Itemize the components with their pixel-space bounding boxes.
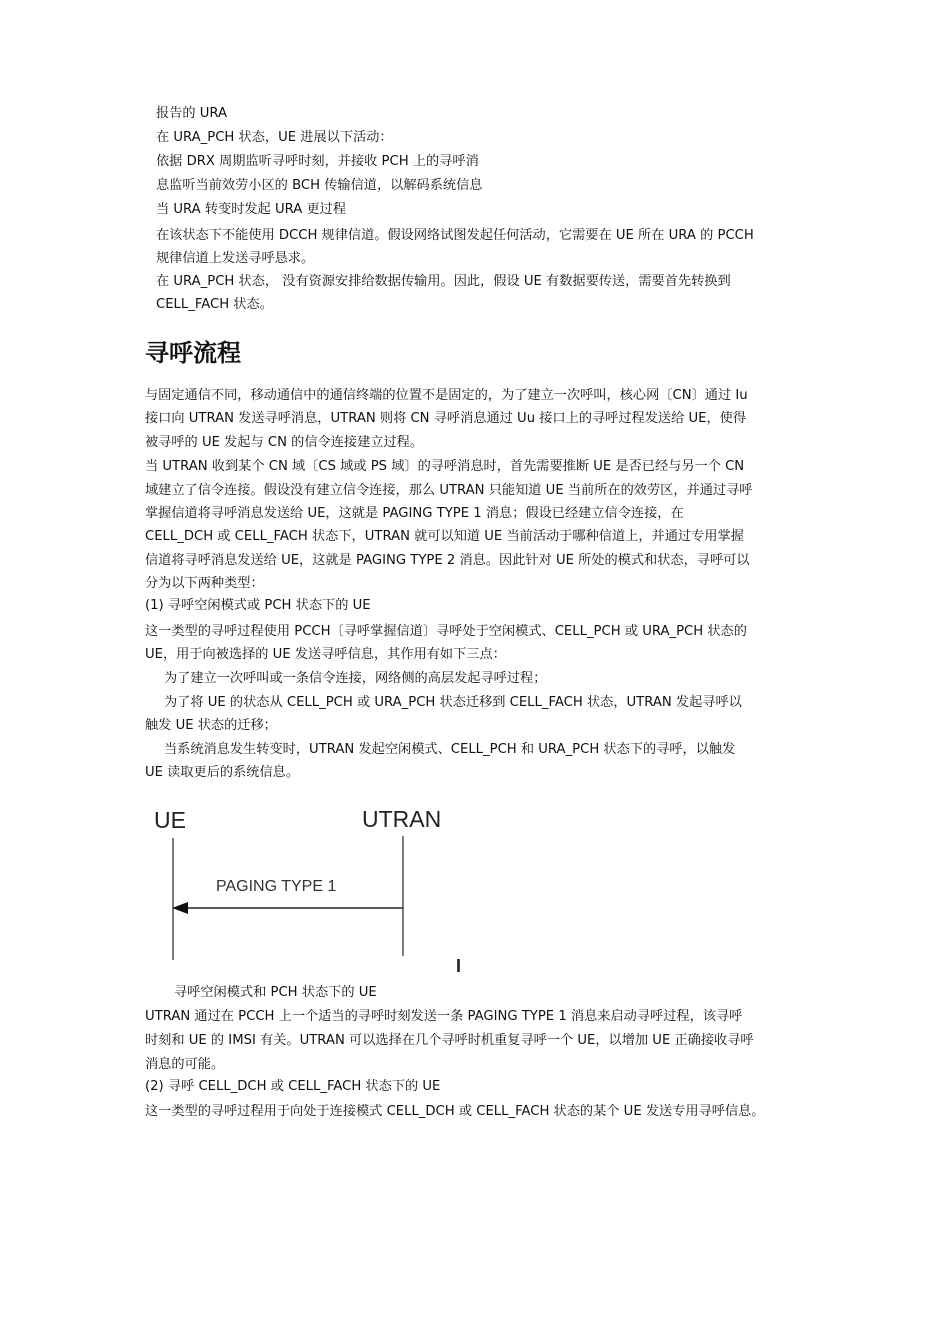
paging-sequence-diagram bbox=[148, 800, 478, 978]
text-line: 为了将 UE 的状态从 CELL_PCH 或 URA_PCH 状态迁移到 CELL_FACH 状态，UTRAN 发起寻呼以 bbox=[164, 695, 742, 710]
text-line: 时刻和 UE 的 IMSI 有关。UTRAN 可以选择在几个寻呼时机重复寻呼一个 UE，以增加 UE 正确接收寻呼 bbox=[145, 1033, 754, 1048]
text-line: 分为以下两种类型： bbox=[145, 576, 264, 591]
text-line: 触发 UE 状态的迁移； bbox=[145, 718, 277, 733]
text-line: 消息的可能。 bbox=[145, 1057, 225, 1072]
text-line: 被寻呼的 UE 发起与 CN 的信令连接建立过程。 bbox=[145, 435, 424, 450]
text-line: 这一类型的寻呼过程用于向处于连接模式 CELL_DCH 或 CELL_FACH 状态的某个 UE 发送专用寻呼信息。 bbox=[145, 1104, 765, 1119]
text-line: 当 URA 转变时发起 URA 更过程 bbox=[156, 202, 347, 217]
text-line: 当系统消息发生转变时，UTRAN 发起空闲模式、CELL_PCH 和 URA_PCH 状态下的寻呼，以触发 bbox=[164, 742, 736, 757]
text-line: 在 URA_PCH 状态，UE 进展以下活动： bbox=[156, 130, 393, 145]
ue-label: UE bbox=[154, 807, 186, 833]
text-line: UTRAN 通过在 PCCH 上一个适当的寻呼时刻发送一条 PAGING TYPE 1 消息来启动寻呼过程，该寻呼 bbox=[145, 1009, 743, 1024]
text-line: 与固定通信不同，移动通信中的通信终端的位置不是固定的，为了建立一次呼叫，核心网〔CN〕通过 Iu bbox=[145, 388, 748, 403]
text-line: 接口向 UTRAN 发送寻呼消息，UTRAN 则将 CN 寻呼消息通过 Uu 接口上的寻呼过程发送给 UE，使得 bbox=[145, 411, 747, 426]
text-line: (1) 寻呼空闲模式或 PCH 状态下的 UE bbox=[145, 598, 371, 613]
text-line: 当 UTRAN 收到某个 CN 域〔CS 域或 PS 域〕的寻呼消息时，首先需要推断 UE 是否已经与另一个 CN bbox=[145, 459, 745, 474]
text-line: CELL_FACH 状态。 bbox=[156, 297, 273, 312]
text-line: 依据 DRX 周期监听寻呼时刻，并接收 PCH 上的寻呼消 bbox=[156, 154, 479, 169]
corner-mark: I bbox=[456, 956, 462, 976]
text-line: 息监听当前效劳小区的 BCH 传输信道，以解码系统信息 bbox=[156, 178, 483, 193]
text-line: UE 读取更后的系统信息。 bbox=[145, 765, 300, 780]
text-line: 这一类型的寻呼过程使用 PCCH〔寻呼掌握信道〕寻呼处于空闲模式、CELL_PCH 或 URA_PCH 状态的 bbox=[145, 624, 747, 639]
text-line: UE，用于向被选择的 UE 发送寻呼信息，其作用有如下三点： bbox=[145, 647, 506, 662]
text-line: CELL_DCH 或 CELL_FACH 状态下，UTRAN 就可以知道 UE 当前活动于哪种信道上，并通过专用掌握 bbox=[145, 529, 744, 544]
text-line: 为了建立一次呼叫或一条信令连接，网络侧的高层发起寻呼过程； bbox=[164, 671, 547, 686]
section-title: 寻呼流程 bbox=[145, 339, 241, 367]
text-line: 掌握信道将寻呼消息发送给 UE，这就是 PAGING TYPE 1 消息；假设已经建立信令连接，在 bbox=[145, 506, 684, 521]
text-line: (2) 寻呼 CELL_DCH 或 CELL_FACH 状态下的 UE bbox=[145, 1079, 441, 1094]
arrow-head-icon bbox=[172, 902, 188, 914]
text-line: 信道将寻呼消息发送给 UE，这就是 PAGING TYPE 2 消息。因此针对 UE 所处的模式和状态，寻呼可以 bbox=[145, 553, 750, 568]
text-line: 报告的 URA bbox=[156, 106, 228, 121]
text-line: 规律信道上发送寻呼恳求。 bbox=[156, 251, 315, 266]
utran-label: UTRAN bbox=[362, 806, 442, 832]
text-line: 域建立了信令连接。假设没有建立信令连接，那么 UTRAN 只能知道 UE 当前所在的效劳区，并通过寻呼 bbox=[145, 483, 753, 498]
diagram-caption: 寻呼空闲模式和 PCH 状态下的 UE bbox=[174, 985, 377, 1000]
text-line: 在 URA_PCH 状态， 没有资源安排给数据传输用。因此，假设 UE 有数据要传送，需要首先转换到 bbox=[156, 274, 731, 289]
text-line: 在该状态下不能使用 DCCH 规律信道。假设网络试图发起任何活动，它需要在 UE 所在 URA 的 PCCH bbox=[156, 228, 754, 243]
message-label: PAGING TYPE 1 bbox=[216, 878, 337, 895]
